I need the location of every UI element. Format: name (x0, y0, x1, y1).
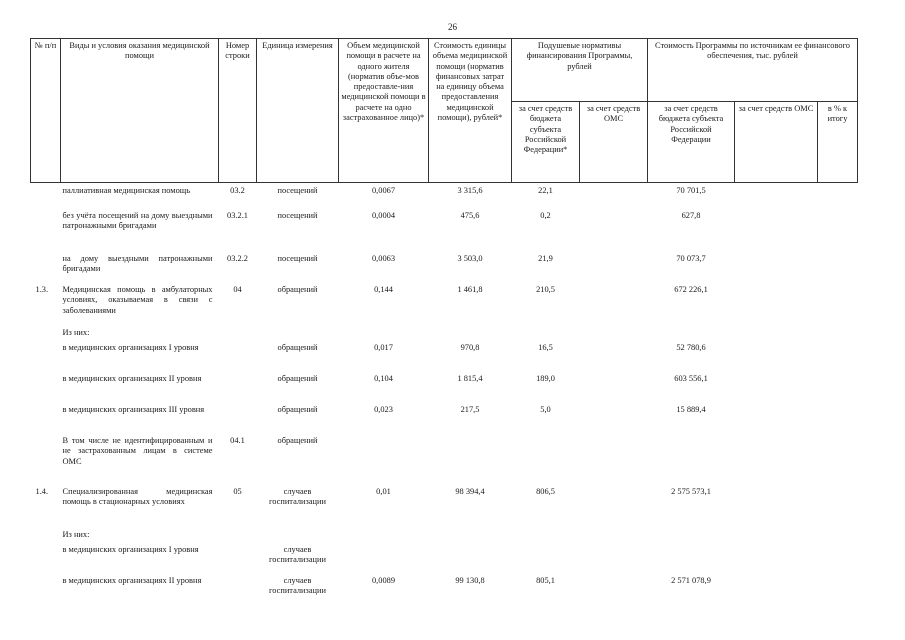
row-sum-oms (735, 208, 818, 251)
row-unit: обращений (277, 285, 318, 294)
table-row (31, 484, 858, 527)
row-number (31, 433, 61, 484)
row-volume (339, 527, 429, 542)
row-volume: 0,0004 (371, 211, 396, 220)
row-sum-budget (648, 527, 735, 542)
row-name: на дому выездными патронажными бригадами (62, 254, 213, 274)
row-pct (818, 183, 858, 209)
row-norm-oms (580, 208, 648, 251)
row-unit: посещений (277, 186, 318, 195)
row-sum-budget (648, 325, 735, 340)
row-unit: посещений (277, 254, 318, 263)
row-sum-oms (735, 340, 818, 371)
table-row (31, 208, 858, 251)
row-norm-oms (580, 402, 648, 433)
header-volume: Объем медицинской помощи в расчете на одного жителя (норматив объе-мов предоставле-ния медицинской помощи в расчете на одно застрахованное лицо)* (339, 39, 429, 183)
row-cost (429, 527, 512, 542)
row-norm-budget: 806,5 (536, 487, 555, 496)
table-body (31, 183, 858, 605)
row-number (31, 371, 61, 402)
row-volume (339, 542, 429, 573)
row-name: Специализированная медицинская помощь в стационарных условиях (62, 487, 213, 507)
row-sum-budget: 15 889,4 (676, 405, 706, 414)
row-number (31, 325, 61, 340)
row-number (31, 542, 61, 573)
row-code: 03.2.1 (227, 211, 248, 220)
row-number (31, 340, 61, 371)
row-unit: обращений (277, 436, 318, 445)
row-pct (818, 573, 858, 604)
page-number: 26 (448, 22, 457, 32)
row-norm-oms (580, 573, 648, 604)
row-code (219, 402, 257, 433)
row-sum-oms (735, 325, 818, 340)
row-norm-oms (580, 527, 648, 542)
row-code (219, 325, 257, 340)
table-row (31, 325, 858, 340)
row-pct (818, 433, 858, 484)
row-volume: 0,104 (374, 374, 393, 383)
row-norm-oms (580, 282, 648, 325)
row-name: Из них: (62, 328, 90, 337)
table-row (31, 340, 858, 371)
row-unit: обращений (277, 343, 318, 352)
row-sum-budget (648, 542, 735, 573)
row-sum-budget: 672 226,1 (674, 285, 708, 294)
row-sum-oms (735, 484, 818, 527)
row-name: паллиативная медицинская помощь (62, 186, 191, 195)
row-number (31, 527, 61, 542)
row-cost (429, 433, 512, 484)
row-code (219, 542, 257, 573)
row-code: 04.1 (230, 436, 245, 445)
row-name: без учёта посещений на дому выездными патронажными бригадами (62, 211, 213, 231)
table-row (31, 251, 858, 282)
row-sum-budget: 70 701,5 (676, 186, 706, 195)
row-name: в медицинских организациях II уровня (62, 374, 202, 383)
table-row (31, 402, 858, 433)
row-norm-oms (580, 340, 648, 371)
row-cost: 970,8 (460, 343, 480, 352)
header-sources-oms: за счет средств ОМС (735, 102, 818, 183)
row-number (31, 208, 61, 251)
row-pct (818, 402, 858, 433)
row-number (31, 402, 61, 433)
row-number (31, 573, 61, 604)
row-code: 03.2.2 (227, 254, 248, 263)
row-norm-budget (512, 325, 580, 340)
row-norm-oms (580, 484, 648, 527)
table-row (31, 573, 858, 604)
row-cost: 99 130,8 (455, 576, 485, 585)
row-name: Из них: (62, 530, 90, 539)
row-name: Медицинская помощь в амбулаторных условиях, оказываемая в связи с заболеваниями (62, 285, 213, 315)
row-pct (818, 340, 858, 371)
row-unit (257, 325, 339, 340)
row-volume: 0,0089 (371, 576, 396, 585)
header-sources-budget: за счет средств бюджета субъекта Российской Федерации (648, 102, 735, 183)
row-volume (339, 433, 429, 484)
row-unit: обращений (277, 405, 318, 414)
row-volume: 0,01 (376, 487, 391, 496)
row-cost: 3 503,0 (457, 254, 483, 263)
row-unit: случаев госпитализации (269, 487, 326, 507)
row-sum-budget: 2 575 573,1 (671, 487, 711, 496)
header-num: № п/п (31, 39, 61, 183)
row-pct (818, 542, 858, 573)
row-norm-budget: 0,2 (540, 211, 551, 220)
row-sum-budget: 52 780,6 (676, 343, 706, 352)
table-row (31, 542, 858, 573)
header-sources-pct: в % к итогу (818, 102, 858, 183)
row-pct (818, 484, 858, 527)
table-row (31, 371, 858, 402)
row-norm-budget: 16,5 (538, 343, 553, 352)
row-norm-budget: 5,0 (540, 405, 551, 414)
row-number (31, 251, 61, 282)
row-sum-budget: 70 073,7 (676, 254, 706, 263)
row-pct (818, 325, 858, 340)
row-sum-oms (735, 183, 818, 209)
row-norm-budget: 22,1 (538, 186, 553, 195)
row-name: в медицинских организациях III уровня (62, 405, 205, 414)
row-pct (818, 371, 858, 402)
row-volume: 0,0067 (371, 186, 396, 195)
row-number: 1.3. (35, 285, 49, 294)
row-sum-oms (735, 282, 818, 325)
row-pct (818, 251, 858, 282)
row-volume (339, 325, 429, 340)
row-volume: 0,023 (374, 405, 393, 414)
row-cost: 217,5 (460, 405, 480, 414)
row-code (219, 573, 257, 604)
table-header (31, 39, 858, 183)
row-volume: 0,144 (374, 285, 393, 294)
table-row (31, 282, 858, 325)
row-unit: случаев госпитализации (269, 576, 326, 596)
row-cost: 98 394,4 (455, 487, 485, 496)
row-norm-budget (512, 542, 580, 573)
row-code (219, 527, 257, 542)
row-sum-budget: 603 556,1 (674, 374, 708, 383)
row-norm-budget: 21,9 (538, 254, 553, 263)
row-code: 04 (233, 285, 242, 294)
row-sum-oms (735, 433, 818, 484)
row-pct (818, 208, 858, 251)
row-number: 1.4. (35, 487, 49, 496)
row-code: 05 (233, 487, 242, 496)
row-norm-oms (580, 325, 648, 340)
row-sum-oms (735, 542, 818, 573)
header-code: Номер строки (219, 39, 257, 183)
header-sources: Стоимость Программы по источникам ее финансового обеспечения, тыс. рублей (648, 39, 858, 102)
row-sum-budget (648, 433, 735, 484)
row-norm-budget: 189,0 (536, 374, 555, 383)
row-name: В том числе не идентифицированным и не застрахованным лицам в системе ОМС (62, 436, 213, 466)
row-number (31, 183, 61, 209)
row-norm-budget: 805,1 (536, 576, 555, 585)
row-cost (429, 542, 512, 573)
row-cost: 3 315,6 (457, 186, 483, 195)
row-name: в медицинских организациях I уровня (62, 545, 199, 554)
row-sum-oms (735, 402, 818, 433)
row-norm-oms (580, 433, 648, 484)
row-sum-oms (735, 573, 818, 604)
row-pct (818, 527, 858, 542)
row-norm-oms (580, 371, 648, 402)
row-name: в медицинских организациях I уровня (62, 343, 199, 352)
row-cost (429, 325, 512, 340)
row-volume: 0,0063 (371, 254, 396, 263)
table-row (31, 183, 858, 209)
row-norm-budget: 210,5 (536, 285, 555, 294)
row-code (219, 340, 257, 371)
row-norm-oms (580, 251, 648, 282)
header-norms: Подушевые нормативы финансирования Программы, рублей (512, 39, 648, 102)
row-volume: 0,017 (374, 343, 393, 352)
header-norms-budget: за счет средств бюджета субъекта Российской Федерации* (512, 102, 580, 183)
row-code: 03.2 (230, 186, 245, 195)
program-cost-table (30, 38, 858, 604)
row-norm-budget (512, 433, 580, 484)
row-name: в медицинских организациях II уровня (62, 576, 202, 585)
row-sum-oms (735, 527, 818, 542)
table-row (31, 527, 858, 542)
table-row (31, 433, 858, 484)
row-code (219, 371, 257, 402)
row-sum-oms (735, 371, 818, 402)
row-cost: 1 815,4 (457, 374, 483, 383)
row-cost: 475,6 (460, 211, 480, 220)
row-sum-budget: 2 571 078,9 (671, 576, 711, 585)
row-cost: 1 461,8 (457, 285, 483, 294)
row-norm-budget (512, 527, 580, 542)
row-norm-oms (580, 542, 648, 573)
row-sum-oms (735, 251, 818, 282)
row-pct (818, 282, 858, 325)
row-sum-budget: 627,8 (681, 211, 701, 220)
header-cost: Стоимость единицы объема медицинской помощи (норматив финансовых затрат на единицу объема предоставления медицинской помощи), рублей* (429, 39, 512, 183)
row-unit: обращений (277, 374, 318, 383)
row-unit (257, 527, 339, 542)
header-name: Виды и условия оказания медицинской помощи (61, 39, 219, 183)
row-unit: случаев госпитализации (269, 545, 326, 565)
row-unit: посещений (277, 211, 318, 220)
row-norm-oms (580, 183, 648, 209)
header-unit: Единица измерения (257, 39, 339, 183)
header-norms-oms: за счет средств ОМС (580, 102, 648, 183)
